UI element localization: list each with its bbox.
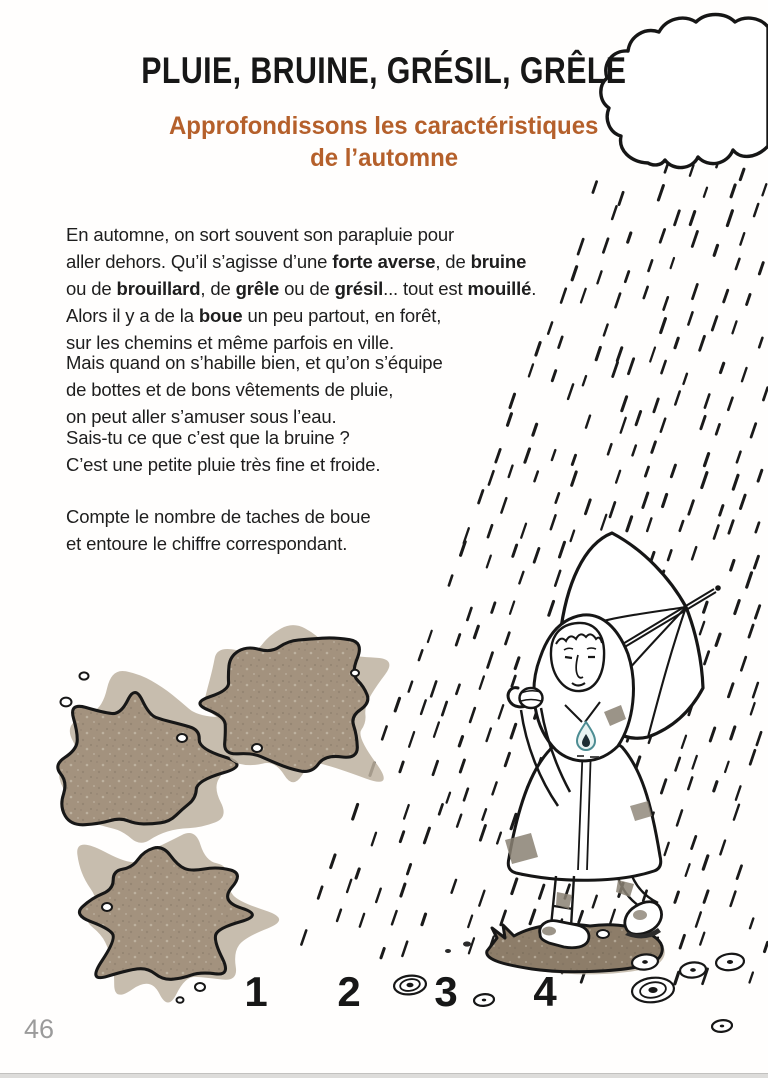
paragraph-clothing: Mais quand on s’habille bien, et qu’on s’équipe de bottes et de bons vêtements de pluie, on peut aller s’amuser sous l’eau. (66, 352, 443, 427)
activity-instruction: Compte le nombre de taches de boue et entoure le chiffre correspondant. (66, 506, 371, 554)
paragraph-weather: En automne, on sort souvent son parapluie pour aller dehors. Qu’il s’agisse d’une forte averse, de bruine ou de brouillard, de grêle ou de grésil... tout est mouillé. Alors il y a de la boue un peu partout, en forêt, sur les chemins et même parfois en ville. (66, 224, 537, 353)
answer-option-2[interactable]: 2 (337, 968, 361, 1015)
subtitle-line-2: de l’automne (309, 144, 459, 172)
answer-option-1[interactable]: 1 (244, 968, 268, 1015)
mud-splats (58, 625, 390, 1003)
page-number: 46 (24, 1014, 55, 1044)
page-bottom-edge (0, 1073, 768, 1078)
answer-option-4[interactable]: 4 (533, 968, 557, 1015)
page-header (0, 50, 768, 92)
page-title: PLUIE, BRUINE, GRÉSIL, GRÊLE (141, 50, 627, 91)
answer-option-3[interactable]: 3 (434, 968, 458, 1015)
paragraph-bruine-question: Sais-tu ce que c’est que la bruine ? C’est une petite pluie très fine et froide. (66, 427, 381, 475)
subtitle-line-1: Approfondissons les caractéristiques (169, 112, 599, 140)
page-subtitle (0, 112, 768, 176)
